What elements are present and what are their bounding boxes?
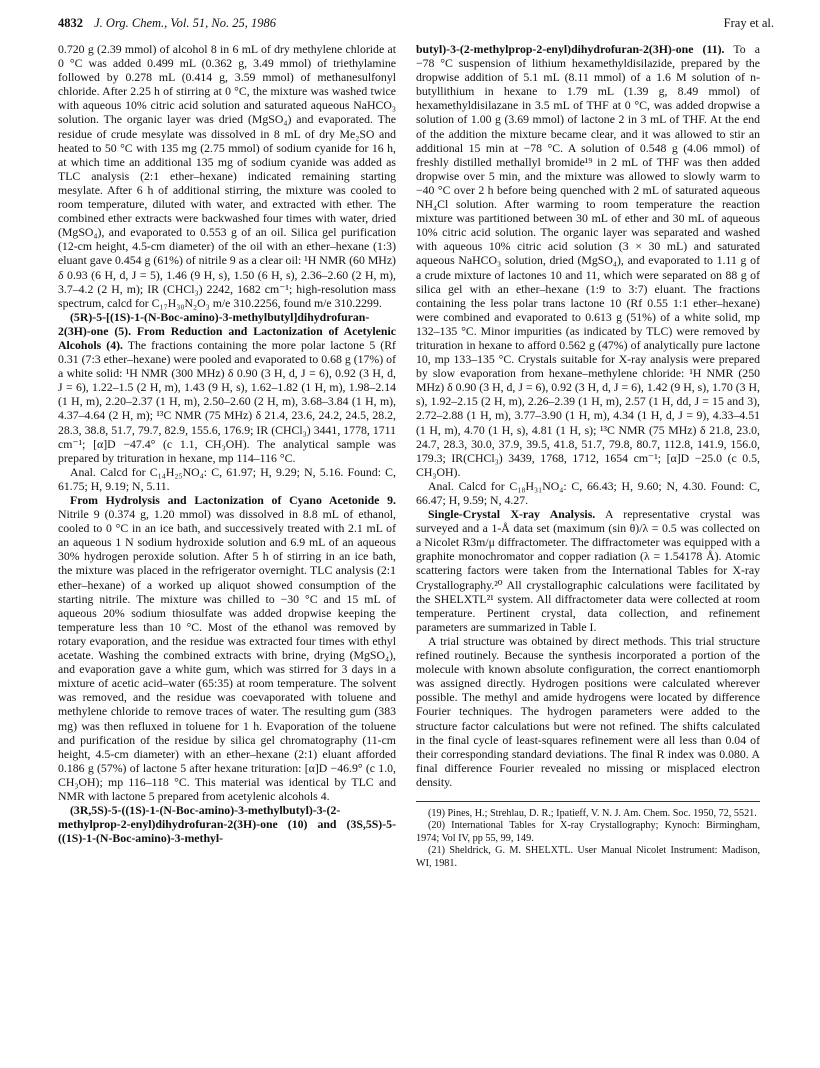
heading-lactones-10-11: (3R,5S)-5-((1S)-1-(N-Boc-amino)-3-methylbutyl)-3-(2-methylprop-2-enyl)dihydrofuran-2(3H)-one (10) and (3S,5S)-5-((1S)-1-(N-Boc-amino)-3-methyl- (58, 803, 396, 846)
analysis-lactone-10: Anal. Calcd for C₁₈H₃₁NO₄: C, 66.43; H, 9.60; N, 4.30. Found: C, 66.47; H, 9.59; N, 4.27. (416, 478, 760, 507)
paragraph-hydrolysis: Nitrile 9 (0.374 g, 1.20 mmol) was dissolved in 8.8 mL of ethanol, cooled to 0 °C in an ice bath, and successively treated with 2.1 mL of an aqueous 1 N sodium hydroxide solution and 6.9 mL of an aqueous 30% hydrogen peroxide solution. After 5 h of stirring in an ice bath, the mixture was placed in the refrigerator overnight. TLC analysis (2:1 ether–hexane) of a worked up aliquot showed consumption of the starting nitrile. The mixture was chilled to −30 °C and 15 mL of aqueous 20% sodium thiosulfate was added dropwise keeping the temperature less than 10 °C. Most of the ethanol was removed by rotary evaporation, and the residue was extracted four times with ethyl acetate. Washing the combined extracts with brine, drying (MgSO₄), and evaporation gave a white gum, which was stirred for 3 days in a mixture of acetic acid–water (65:35) at room temperature. The solvent was removed, and the residue was coevaporated with toluene and methylene chloride to remove traces of water. The resulting gum (383 mg) was then refluxed in toluene for 1 h. Evaporation of the toluene and purification of the residue by silica gel chromatography (11-cm height, 4.5-cm diameter) with an ether–hexane (2:1) eluant afforded 0.186 g (57%) of lactone 5 after hexane trituration: [α]D −46.9° (c 1.0, CH₃OH); mp 116–118 °C. This material was identical by TLC and NMR with lactone 5 prepared from acetylenic alcohols 4. (58, 507, 396, 803)
paragraph-lactone-5: The fractions containing the more polar lactone 5 (Rf 0.31 (7:3 ether–hexane) were pooled and evaporated to 0.68 g (17%) of a white solid: ¹H NMR (300 MHz) δ 0.90 (3 H, d, J = 6), 0.92 (3 H, d, J = 6), 1.22–1.5 (2 H, m), 1.43 (9 H, s), 1.62–1.82 (1 H, m), 1.98–2.14 (1 H, m), 2.20–2.37 (1 H, m), 2.50–2.60 (2 H, m), 3.68–3.84 (1 H, m), 4.37–4.64 (2 H, m); ¹³C NMR (75 MHz) δ 21.4, 23.6, 24.2, 24.5, 28.2, 28.3, 38.8, 51.7, 79.7, 82.9, 155.6, 176.9; IR (CHCl₃) 3441, 1778, 1711 cm⁻¹; [α]D −47.4° (c 1.1, CH₃OH). The analytical sample was prepared by trituration in hexane, mp 114–116 °C. (58, 337, 396, 465)
paragraph-xray: A representative crystal was surveyed and a 1-Å data set (maximum (sin θ)/λ = 0.5 was collected on a Nicolet R3m/μ diffractometer. The diffractometer was equipped with a graphite monochromator and copper radiation (λ = 1.54178 Å). Atomic scattering factors were taken from the International Tables for X-ray Crystallography.²⁰ All crystallographic calculations were facilitated by the SHELXTL²¹ system. All diffractometer data were collected at room temperature. Pertinent crystal, data collection, and refinement parameters are summarized in Table I. (416, 507, 760, 634)
footnote-divider (416, 801, 760, 802)
left-column (58, 42, 396, 845)
heading-xray: Single-Crystal X-ray Analysis. (428, 507, 596, 522)
paragraph-nitrile-synthesis: 0.720 g (2.39 mmol) of alcohol 8 in 6 mL of dry methylene chloride at 0 °C was added 0.499 mL (0.362 g, 3.49 mmol) of triethylamine followed by 0.278 mL (0.414 g, 3.59 mmol) of methanesulfonyl chloride. After 2.25 h of stirring at 0 °C, the mixture was washed twice with aqueous 10% citric acid solution and saturated aqueous NaHCO₃ solution. The organic layer was dried (MgSO₄) and evaporated. The residue of crude mesylate was dissolved in 8 mL of dry Me₂SO and heated to 50 °C with 135 mg (2.75 mmol) of sodium cyanide for 16 h, at which time an additional 135 mg of sodium cyanide was added as TLC analysis (2:1 ether–hexane) indicated remaining starting mesylate. After 6 h of additional stirring, the mixture was cooled to room temperature, diluted with water, and extracted with ether. The combined ether extracts were backwashed four times with water, dried (MgSO₄), and evaporated to 0.553 g of an oil. Silica gel purification (12-cm height, 4.5-cm diameter) of the oil with an ether–hexane (1:3) eluant gave 0.454 g (61%) of nitrile 9 as a clear oil: ¹H NMR (60 MHz) δ 0.93 (6 H, d, J = 5), 1.46 (9 H, s), 1.50 (6 H, s), 2.36–2.60 (2 H, m), 3.7–4.2 (2 H, m); IR (CHCl₃) 2242, 1682 cm⁻¹; high-resolution mass spectrum, calcd for C₁₇H₃₀N₂O₃ m/e 310.2256, found m/e 310.2299. (58, 42, 396, 310)
right-column (416, 42, 760, 870)
heading-hydrolysis: From Hydrolysis and Lactonization of Cyano Acetonide 9. (70, 493, 396, 507)
header-authors: Fray et al. (723, 16, 774, 30)
header-left (58, 16, 276, 31)
section-xray (416, 507, 760, 634)
running-header (58, 16, 774, 36)
section-lactones-10-11 (58, 803, 396, 845)
section-lactone-5 (58, 310, 396, 465)
footnote-20: (20) International Tables for X-ray Crystallography; Kynoch: Birmingham, 1974; Vol IV, pp 55, 99, 149. (416, 820, 760, 844)
paragraph-trial-structure: A trial structure was obtained by direct methods. This trial structure refined routinely. Because the synthesis incorporated a portion of the molecule with known absolute configuration, the correct enantiomorph was assigned directly. Hydrogen positions were calculated wherever possible. The methyl and amide hydrogens were located by difference Fourier techniques. The hydrogen parameters were added to the structure factor calculations but were not refined. The shifts calculated in the final cycle of least-squares refinement were all less than 0.04 of their corresponding standard deviations. The final R index was 0.080. A final difference Fourier revealed no missing or misplaced electron density. (416, 633, 760, 789)
page-number: 4832 (58, 16, 83, 30)
heading-lactones-10-11-cont: butyl)-3-(2-methylprop-2-enyl)dihydrofuran-2(3H)-one (11). (416, 42, 725, 56)
heading-lactone-5: (5R)-5-[(1S)-1-(N-Boc-amino)-3-methylbutyl]dihydrofuran-2(3H)-one (5). From Reduction and Lactonization of Acetylenic Alcohols (4). (58, 309, 396, 352)
paragraph-lactones-10-11: To a −78 °C suspension of lithium hexamethyldisilazide, prepared by the dropwise addition of 5.1 mL (8.11 mmol) of a 1.6 M solution of n-butyllithium in hexane to 1.79 mL (1.39 g, 8.49 mmol) of hexamethyldisilazane in 3.5 mL of THF at 0 °C, was added dropwise a solution of 1.00 g (3.69 mmol) of lactone 2 in 3 mL of THF. At the end of the addition the mixture became clear, and it was allowed to stir an additional 15 min at −78 °C. A solution of 0.548 g (4.06 mmol) of freshly distilled methallyl bromide¹⁹ in 2 mL of THF was then added dropwise over 5 min, and the mixture was allowed to slowly warm to −40 °C over 2 h before being quenched with 2 mL of saturated aqueous NH₄Cl solution. After warming to room temperature the reaction mixture was partitioned between 30 mL of ether and 30 mL of aqueous 10% citric acid solution. The organic layer was separated and washed with aqueous 10% citric acid solution (3 × 30 mL) and saturated aqueous NaHCO₃ solution, dried (MgSO₄), and evaporated to 1.11 g of a crude mixture of lactones 10 and 11, which were separated on 88 g of silica gel with an ether–hexane (1:9 to 3:7) eluant. The fractions containing the less polar trans lactone 10 (Rf 0.55 1:1 ether–hexane) were combined and evaporated to 0.613 g (51%) of a white solid, mp 132–135 °C. Minor impurities (as indicated by TLC) were removed by trituration in hexane to afford 0.562 g (47%) of analytically pure lactone 10, mp 133–135 °C. Crystals suitable for X-ray analysis were prepared by slow evaporation from hexane–methylene chloride: ¹H NMR (250 MHz) δ 0.90 (3 H, d, J = 6), 0.92 (3 H, d, J = 6), 1.42 (9 H, s), 1.70 (3 H, s), 1.92–2.15 (2 H, m), 2.26–2.39 (1 H, m), 2.57 (1 H, dd, J = 15 and 3), 2.72–2.88 (1 H, m), 3.77–3.90 (1 H, m), 4.34 (1 H, d, J = 9), 4.33–4.51 (1 H, m), 4.70 (1 H, s), 4.81 (1 H, s); ¹³C NMR (75 MHz) δ 21.8, 23.0, 24.7, 28.3, 30.0, 37.9, 39.5, 41.8, 51.7, 79.8, 80.7, 112.8, 141.9, 156.0, 179.3; IR(CHCl₃) 3439, 1768, 1712, 1654 cm⁻¹; [α]D −25.0 (c 0.5, CH₃OH). (416, 42, 761, 479)
footnote-19: (19) Pines, H.; Strehlau, D. R.; Ipatieff, V. N. J. Am. Chem. Soc. 1950, 72, 5521. (428, 807, 757, 819)
footnote-21: (21) Sheldrick, G. M. SHELXTL. User Manual Nicolet Instrument: Madison, WI, 1981. (416, 845, 760, 869)
section-hydrolysis (58, 493, 396, 803)
section-lactones-10-11-cont (416, 42, 760, 479)
journal-citation: J. Org. Chem., Vol. 51, No. 25, 1986 (94, 16, 276, 30)
analysis-lactone-5: Anal. Calcd for C₁₄H₂₅NO₄: C, 61.97; H, 9.29; N, 5.16. Found: C, 61.75; H, 9.19; N, 5.11. (58, 464, 396, 493)
